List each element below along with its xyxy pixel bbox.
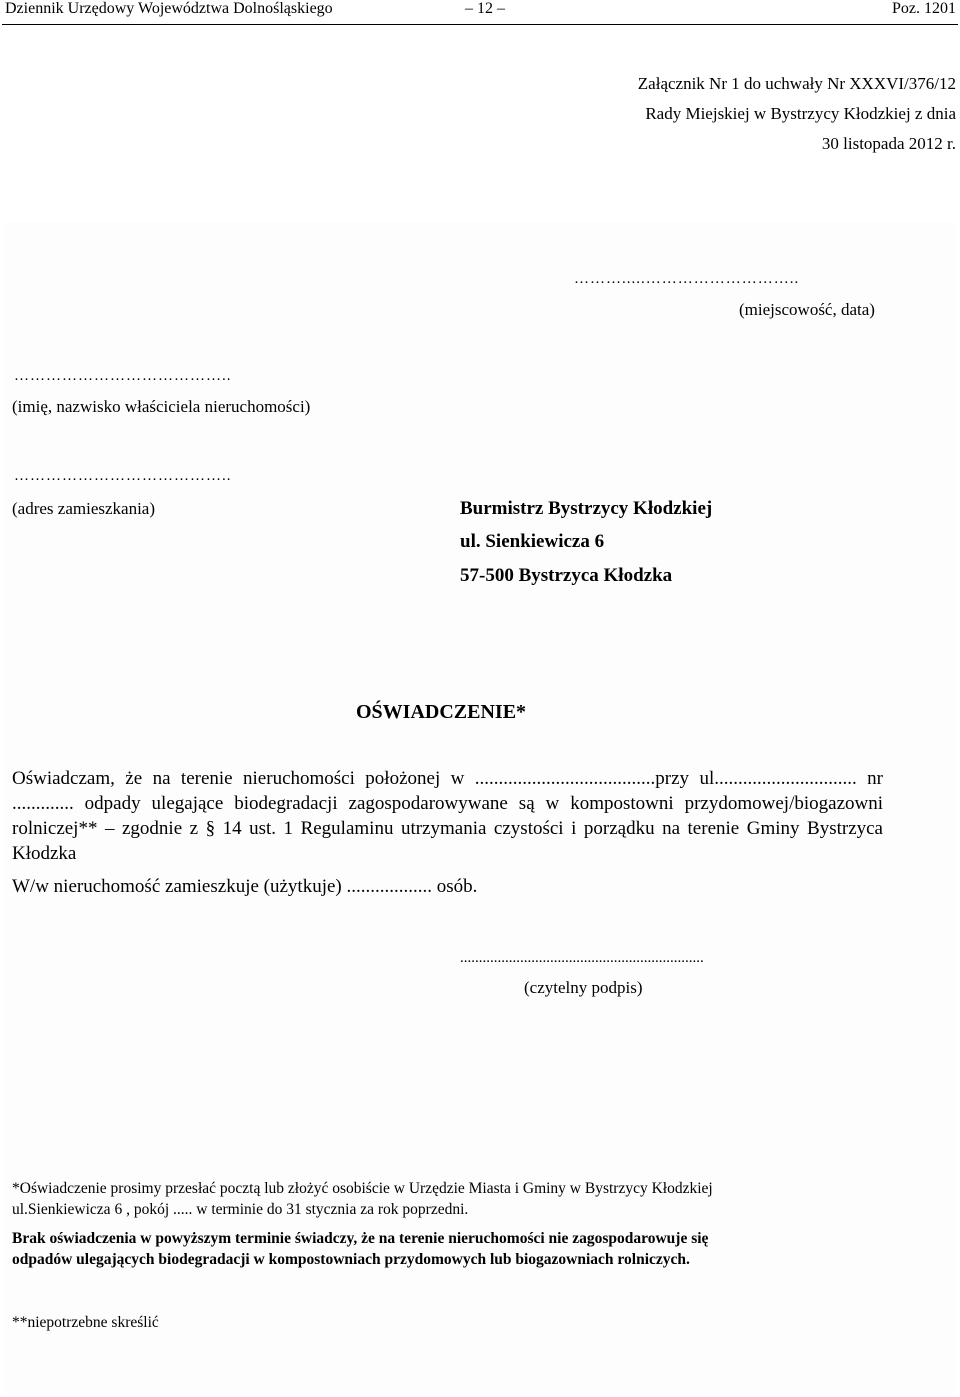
attachment-line-2: Rady Miejskiej w Bystrzycy Kłodzkiej z dnia [645, 104, 956, 123]
address-label: (adres zamieszkania) [12, 499, 155, 518]
warning-line-1: Brak oświadczenia w powyższym terminie świadczy, że na terenie nieruchomości nie zagospodarowuje się [12, 1230, 709, 1247]
address-field: ………………………………….. [14, 468, 232, 484]
attachment-line-3: 30 listopada 2012 r. [821, 134, 956, 153]
place-date-field: ……….....……………………….. [574, 271, 800, 287]
footnote-submission-line-2: ul.Sienkiewicza 6 , pokój ..... w terminie do 31 stycznia za rok poprzedni. [12, 1201, 469, 1218]
footnote-submission-line-1: *Oświadczenie prosimy przesłać pocztą lub złożyć osobiście w Urzędzie Miasta i Gminy w Bystrzycy Kłodzkiej [12, 1180, 713, 1197]
header-rule [2, 24, 958, 25]
recipient-line-3: 57-500 Bystrzyca Kłodzka [460, 565, 673, 586]
footnote-strike-out: **niepotrzebne skreślić [12, 1314, 159, 1331]
owner-name-field: ………………………………….. [14, 368, 232, 384]
place-date-label: (miejscowość, data) [739, 300, 875, 319]
warning-line-2: odpadów ulegających biodegradacji w kompostowniach przydomowych lub biogazowniach rolniczych. [12, 1251, 690, 1268]
owner-name-label: (imię, nazwisko właściciela nieruchomości) [12, 397, 311, 416]
declaration-body: Oświadczam, że na terenie nieruchomości położonej w ......................................przy ul.............................. nr ............. odpady ulegające biodegradacji zagospodarowywane są w kompostowni przydomowej/biogazowni rolniczej** – zgodnie z § 14 ust. 1 Regulaminu utrzymania czystości i porządku na terenie Gminy Bystrzyca Kłodzka [12, 768, 883, 864]
page-number: – 12 – [465, 0, 505, 17]
recipient-line-2: ul. Sienkiewicza 6 [460, 531, 605, 552]
journal-title: Dziennik Urzędowy Województwa Dolnośląskiego [5, 0, 333, 17]
residents-count-line: W/w nieruchomość zamieszkuje (użytkuje) .................. osób. [12, 876, 478, 897]
recipient-line-1: Burmistrz Bystrzycy Kłodzkiej [460, 498, 713, 519]
signature-label: (czytelny podpis) [524, 978, 643, 997]
declaration-title: OŚWIADCZENIE* [356, 701, 527, 723]
signature-field: ................................................................. [460, 950, 704, 966]
position-number: Poz. 1201 [892, 0, 956, 17]
attachment-line-1: Załącznik Nr 1 do uchwały Nr XXXVI/376/12 [637, 74, 956, 93]
